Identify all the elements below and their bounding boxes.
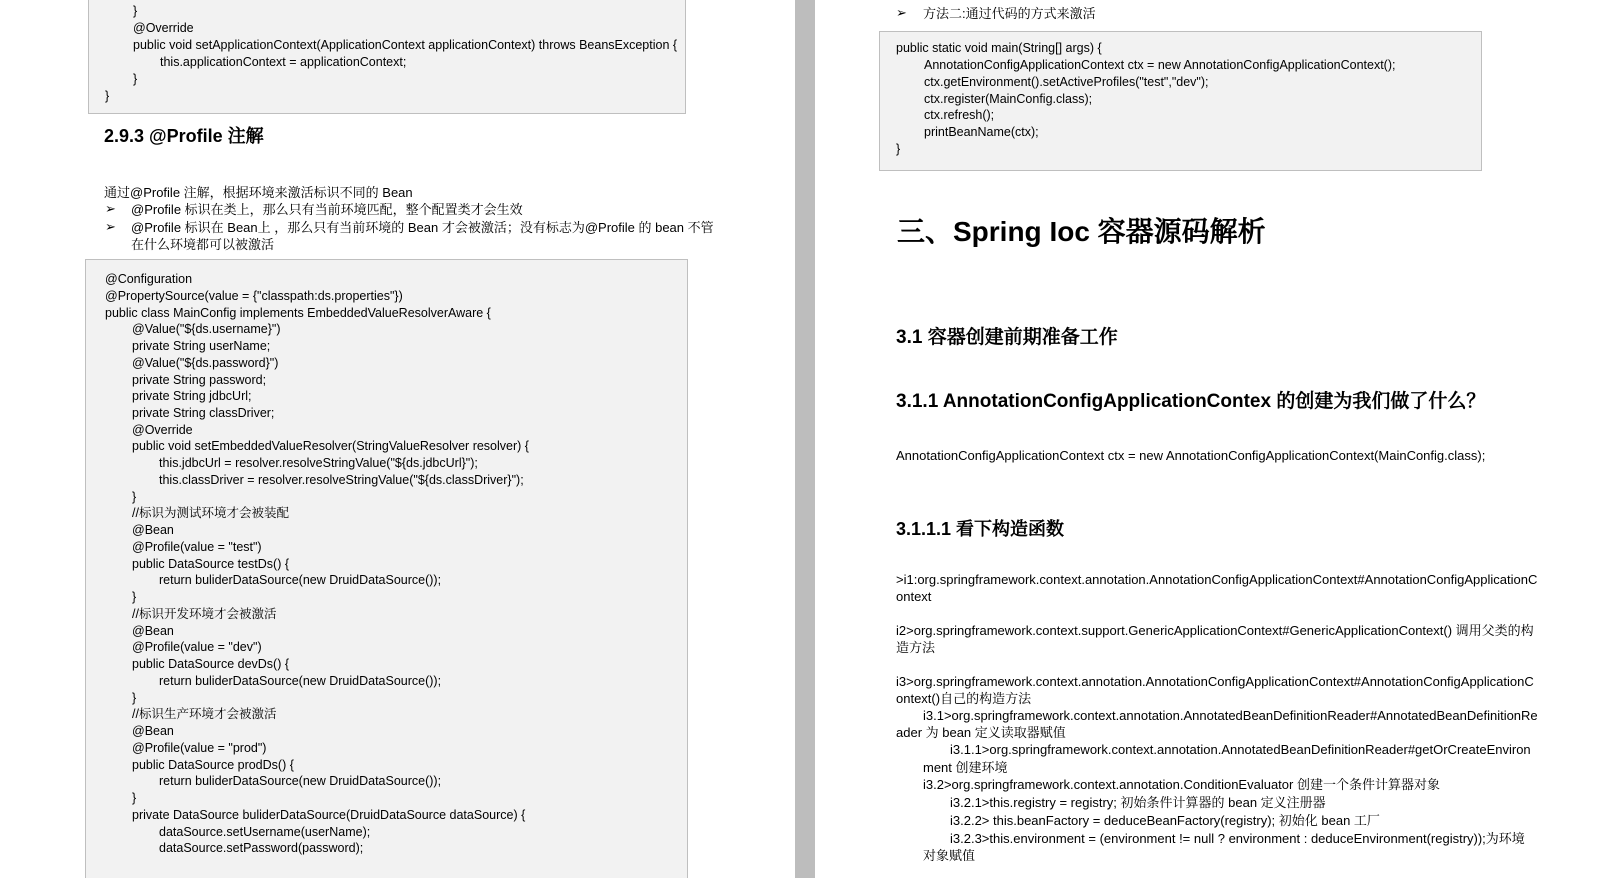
trace-line: i3.2.1>this.registry = registry; 初始条件计算器的 bean 定义注册器 xyxy=(950,795,1326,810)
code-line: return buliderDataSource(new DruidDataSource()); xyxy=(159,674,442,688)
code-line: } xyxy=(132,490,137,504)
code-comment: //标识开发环境才会被激活 xyxy=(132,607,277,621)
trace-line: ader 为 bean 定义读取器赋值 xyxy=(896,725,1066,740)
bullet-item: @Profile 标识在类上，那么只有当前环境匹配，整个配置类才会生效 xyxy=(131,202,523,217)
code-line: } xyxy=(133,72,138,86)
code-inline-line: AnnotationConfigApplicationContext ctx = new AnnotationConfigApplicationContext(MainConfig.class); xyxy=(896,448,1486,463)
document-page-left xyxy=(0,0,795,878)
code-line: @Bean xyxy=(132,523,174,537)
code-line: private String userName; xyxy=(132,339,271,353)
trace-line: i3>org.springframework.context.annotation.AnnotationConfigApplicationContext#AnnotationConfigApplicationC xyxy=(896,674,1534,689)
code-line: @Bean xyxy=(132,724,174,738)
subsubsection-heading: 3.1.1.1 看下构造函数 xyxy=(896,519,1065,539)
code-line: @Value("${ds.password}") xyxy=(132,356,279,370)
trace-line: i3.1.1>org.springframework.context.annotation.AnnotatedBeanDefinitionReader#getOrCreateEnviron xyxy=(950,742,1531,757)
subsection-heading: 3.1.1 AnnotationConfigApplicationContex 的创建为我们做了什么？ xyxy=(896,391,1486,412)
trace-line: ment 创建环境 xyxy=(923,760,1008,775)
code-line: private String jdbcUrl; xyxy=(132,389,252,403)
code-line: } xyxy=(132,590,137,604)
trace-line: ontext()自己的构造方法 xyxy=(896,691,1032,706)
code-line: return buliderDataSource(new DruidDataSource()); xyxy=(159,573,442,587)
trace-line: i3.2.3>this.environment = (environment != null ? environment : deduceEnvironment(registry));为环境 xyxy=(950,831,1525,846)
code-line: @Value("${ds.username}") xyxy=(132,322,281,336)
code-line: public void setApplicationContext(ApplicationContext applicationContext) throws BeansException { xyxy=(133,38,678,52)
trace-line: i3.1>org.springframework.context.annotation.AnnotatedBeanDefinitionReader#AnnotatedBeanDefinitionRe xyxy=(923,708,1538,723)
code-line: this.jdbcUrl = resolver.resolveStringValue("${ds.jdbcUrl}"); xyxy=(159,456,478,470)
code-line: private DataSource buliderDataSource(DruidDataSource dataSource) { xyxy=(132,808,526,822)
trace-line: i3.2.2> this.beanFactory = deduceBeanFactory(registry); 初始化 bean 工厂 xyxy=(950,813,1380,828)
code-line: @Profile(value = "dev") xyxy=(132,640,262,654)
code-line: @Profile(value = "prod") xyxy=(132,741,267,755)
code-line: this.classDriver = resolver.resolveStringValue("${ds.classDriver}"); xyxy=(159,473,524,487)
page-gutter xyxy=(795,0,815,878)
trace-line: ontext xyxy=(896,589,932,604)
document-page-right xyxy=(815,0,1610,878)
trace-line: i2>org.springframework.context.support.GenericApplicationContext#GenericApplicationContext() 调用父类的构 xyxy=(896,623,1534,638)
code-line: @PropertySource(value = {"classpath:ds.properties"}) xyxy=(105,289,403,303)
code-line: printBeanName(ctx); xyxy=(924,125,1039,139)
code-line: @Override xyxy=(133,21,194,35)
trace-line: >i1:org.springframework.context.annotation.AnnotationConfigApplicationContext#AnnotationConfigApplicationC xyxy=(896,572,1538,587)
code-line: } xyxy=(896,142,901,156)
code-line: public class MainConfig implements EmbeddedValueResolverAware { xyxy=(105,306,491,320)
code-comment: //标识为测试环境才会被装配 xyxy=(132,506,289,520)
code-line: } xyxy=(105,89,110,103)
code-line: ctx.register(MainConfig.class); xyxy=(924,92,1093,106)
code-comment: //标识生产环境才会被激活 xyxy=(132,707,277,721)
code-line: AnnotationConfigApplicationContext ctx = new AnnotationConfigApplicationContext(); xyxy=(924,58,1396,72)
code-line: private String classDriver; xyxy=(132,406,275,420)
code-block-main-method xyxy=(879,31,1482,171)
code-line: } xyxy=(133,4,138,18)
code-line: @Bean xyxy=(132,624,174,638)
intro-paragraph: 通过@Profile 注解，根据环境来激活标识不同的 Bean xyxy=(104,185,413,200)
bullet-item: 方法二:通过代码的方式来激活 xyxy=(923,6,1096,21)
bullet-marker: ➢ xyxy=(896,5,907,20)
code-block-top xyxy=(88,0,686,114)
code-line: @Override xyxy=(132,423,193,437)
code-line: private String password; xyxy=(132,373,267,387)
code-line: public DataSource prodDs() { xyxy=(132,758,294,772)
code-line: public static void main(String[] args) { xyxy=(896,41,1102,55)
code-line: return buliderDataSource(new DruidDataSource()); xyxy=(159,774,442,788)
chapter-heading: 三、Spring Ioc 容器源码解析 xyxy=(897,216,1266,247)
code-line: this.applicationContext = applicationContext; xyxy=(160,55,407,69)
bullet-item-continuation: 在什么环境都可以被激活 xyxy=(131,237,275,252)
code-line: public DataSource testDs() { xyxy=(132,557,290,571)
code-line: dataSource.setPassword(password); xyxy=(159,841,364,855)
section-heading: 2.9.3 @Profile 注解 xyxy=(104,126,264,146)
code-line: } xyxy=(132,791,137,805)
code-line: @Profile(value = "test") xyxy=(132,540,262,554)
trace-line: 造方法 xyxy=(896,640,936,655)
trace-line: 对象赋值 xyxy=(923,848,976,863)
code-line: public void setEmbeddedValueResolver(StringValueResolver resolver) { xyxy=(132,439,529,453)
code-line: } xyxy=(132,691,137,705)
section-heading: 3.1 容器创建前期准备工作 xyxy=(896,327,1118,348)
code-line: public DataSource devDs() { xyxy=(132,657,290,671)
bullet-item: @Profile 标识在 Bean上 ，那么只有当前环境的 Bean 才会被激活；没有标志为@Profile 的 bean 不管 xyxy=(131,220,714,235)
code-line: dataSource.setUsername(userName); xyxy=(159,825,371,839)
trace-line: i3.2>org.springframework.context.annotation.ConditionEvaluator 创建一个条件计算器对象 xyxy=(923,777,1440,792)
bullet-marker: ➢ xyxy=(105,201,116,216)
code-line: ctx.getEnvironment().setActiveProfiles("test","dev"); xyxy=(924,75,1209,89)
code-line: @Configuration xyxy=(105,272,193,286)
bullet-marker: ➢ xyxy=(105,219,116,234)
code-block-mainconfig xyxy=(85,259,688,878)
code-line: ctx.refresh(); xyxy=(924,108,995,122)
